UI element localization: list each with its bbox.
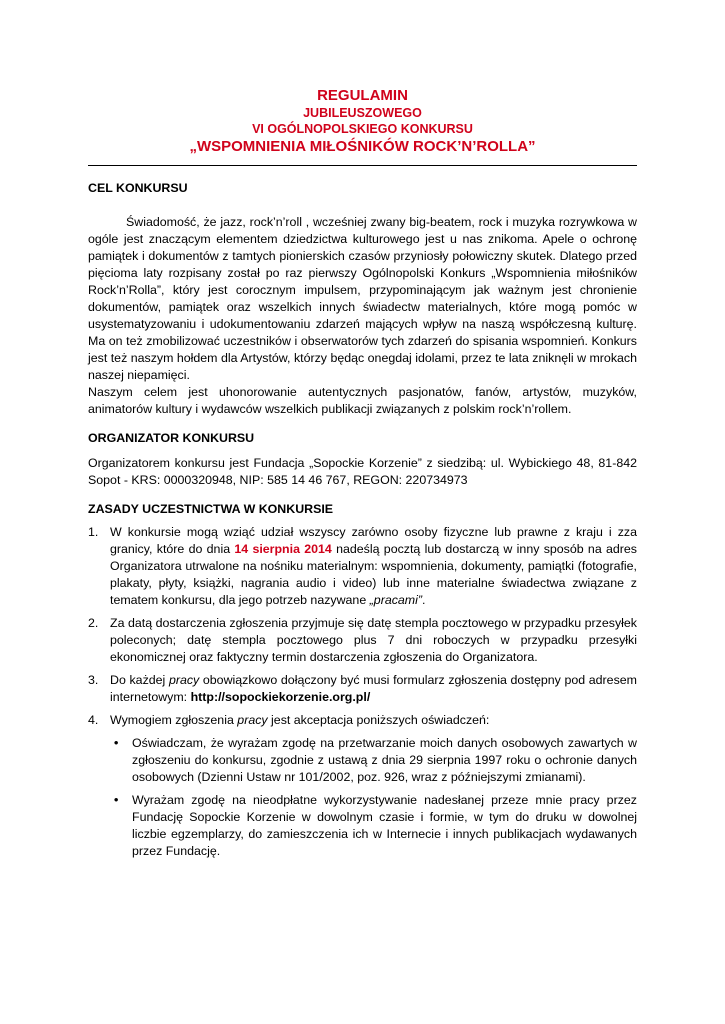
section-heading-zasady: ZASADY UCZESTNICTWA W KONKURSIE [88,502,334,516]
rule-item-4: 4. Wymogiem zgłoszenia pracy jest akceptacja poniższych oświadczeń: • Oświadczam, że wyrażam zgodę na przetwarzanie moich danych osobowych zawartych w zgłoszeniu do konkursu, zgodnie z ustawą z dnia 29 sierpnia 1997 roku o ochronie danych osobowych (Dzienni Ustaw nr 101/2002, poz. 926, wraz z późniejszymi zmianami). • Wyrażam zgodę na nieodpłatne wykorzystywanie nadesłanej przeze mnie pracy przez Fundację Sopockie Korzenie w dowolnym czasie i formie, w tym do druku w dowolnej liczbie egzemplarzy, do zamieszczenia ich w Internecie i innych publikacjach wydawanych przez Fundację. [88,713,637,858]
rule-number: 1. [88,525,99,539]
rule-item-2: 2. Za datą dostarczenia zgłoszenia przyjmuje się datę stempla pocztowego w przypadku przesyłek poleconych; datę stempla pocztowego plus 7 dni roboczych w przypadku przesyłki ekonomicznej oraz faktyczny termin dostarczenia zgłoszenia do Organizatora. [88,616,637,664]
declaration-item-1: • Oświadczam, że wyrażam zgodę na przetwarzanie moich danych osobowych zawartych w zgłoszeniu do konkursu, zgodnie z ustawą z dnia 29 sierpnia 1997 roku o ochronie danych osobowych (Dzienni Ustaw nr 101/2002, poz. 926, wraz z późniejszymi zmianami). [114,736,637,784]
rule-number: 3. [88,673,99,687]
title-konkursu: VI OGÓLNOPOLSKIEGO KONKURSU [252,122,473,136]
rule-item-3: 3. Do każdej pracy obowiązkowo dołączony być musi formularz zgłoszenia dostępny pod adresem internetowym: http://sopockiekorzenie.org.pl/ [88,673,637,704]
rule-number: 4. [88,713,99,727]
bullet-icon: • [114,736,119,750]
title-jubileuszowego: JUBILEUSZOWEGO [303,106,422,120]
form-url-link[interactable]: http://sopockiekorzenie.org.pl/ [190,690,371,704]
cel-paragraph-2: Naszym celem jest uhonorowanie autentycznych pasjonatów, fanów, artystów, muzyków, animatorów kultury i wydawców wszelkich publikacji związanych z polskim rock’n’rollem. [88,385,637,416]
rule-number: 2. [88,616,99,630]
declarations-list [110,735,637,860]
title-regulamin: REGULAMIN [317,87,408,104]
rules-list [88,524,637,860]
rule-item-1: 1. W konkursie mogą wziąć udział wszyscy zarówno osoby fizyczne lub prawne z kraju i zza granicy, które do dnia 14 sierpnia 2014 nadeślą pocztą lub dostarczą w inny sposób na adres Organizatora utrwalone na nośniku materialnym: wspomnienia, dokumenty, pamiątki (fotografie, plakaty, płyty, książki, nagrania audio i video) lub inne materialne świadectwa związane z tematem konkursu, dla jego potrzeb nazywane „pracami”. [88,525,637,607]
title-contest-name: „WSPOMNIENIA MIŁOŚNIKÓW ROCK’N’ROLLA” [189,138,536,155]
bullet-icon: • [114,793,119,807]
section-heading-organizator: ORGANIZATOR KONKURSU [88,431,255,445]
declaration-item-2: • Wyrażam zgodę na nieodpłatne wykorzystywanie nadesłanej przeze mnie pracy przez Fundację Sopockie Korzenie w dowolnym czasie i formie, w tym do druku w dowolnej liczbie egzemplarzy, do zamieszczenia ich w Internecie i innych publikacjach wydawanych przez Fundację. [114,793,637,858]
section-heading-cel: CEL KONKURSU [88,181,188,195]
title-divider [88,165,637,166]
deadline-date: 14 sierpnia 2014 [234,542,332,556]
organizator-text: Organizatorem konkursu jest Fundacja „Sopockie Korzenie” z siedzibą: ul. Wybickiego 48, 81-842 Sopot - KRS: 0000320948, NIP: 585 14 46 767, REGON: 220734973 [88,456,637,487]
cel-paragraph-1: Świadomość, że jazz, rock’n’roll , wcześniej zwany big-beatem, rock i muzyka rozrywkowa w ogóle jest znaczącym elementem dziedzictwa kulturowego jest u nas znikoma. Apele o ochronę pamiątek i dokumentów z tamtych pionierskich czasów przyniosły połowiczny skutek. Dlatego przed pięcioma laty rozpisany został po raz pierwszy Ogólnopolski Konkurs „Wspomnienia miłośników Rock’n’Rolla”, który jest corocznym impulsem, przypominającym jak ważnym jest chronienie dokumentów, pamiątek oraz wszelkich innych świadectw materialnych, które mogą pomóc w usystematyzowaniu i udokumentowaniu zdarzeń mających wpływ na naszą współczesną kulturę. Ma on też zmobilizować uczestników i obserwatorów tych zdarzeń do spisania wspomnień. Konkurs jest też naszym hołdem dla Artystów, którzy będąc onegdaj idolami, przez te lata zniknęli w mrokach naszej niepamięci. [88,215,637,382]
title-block [88,86,637,157]
